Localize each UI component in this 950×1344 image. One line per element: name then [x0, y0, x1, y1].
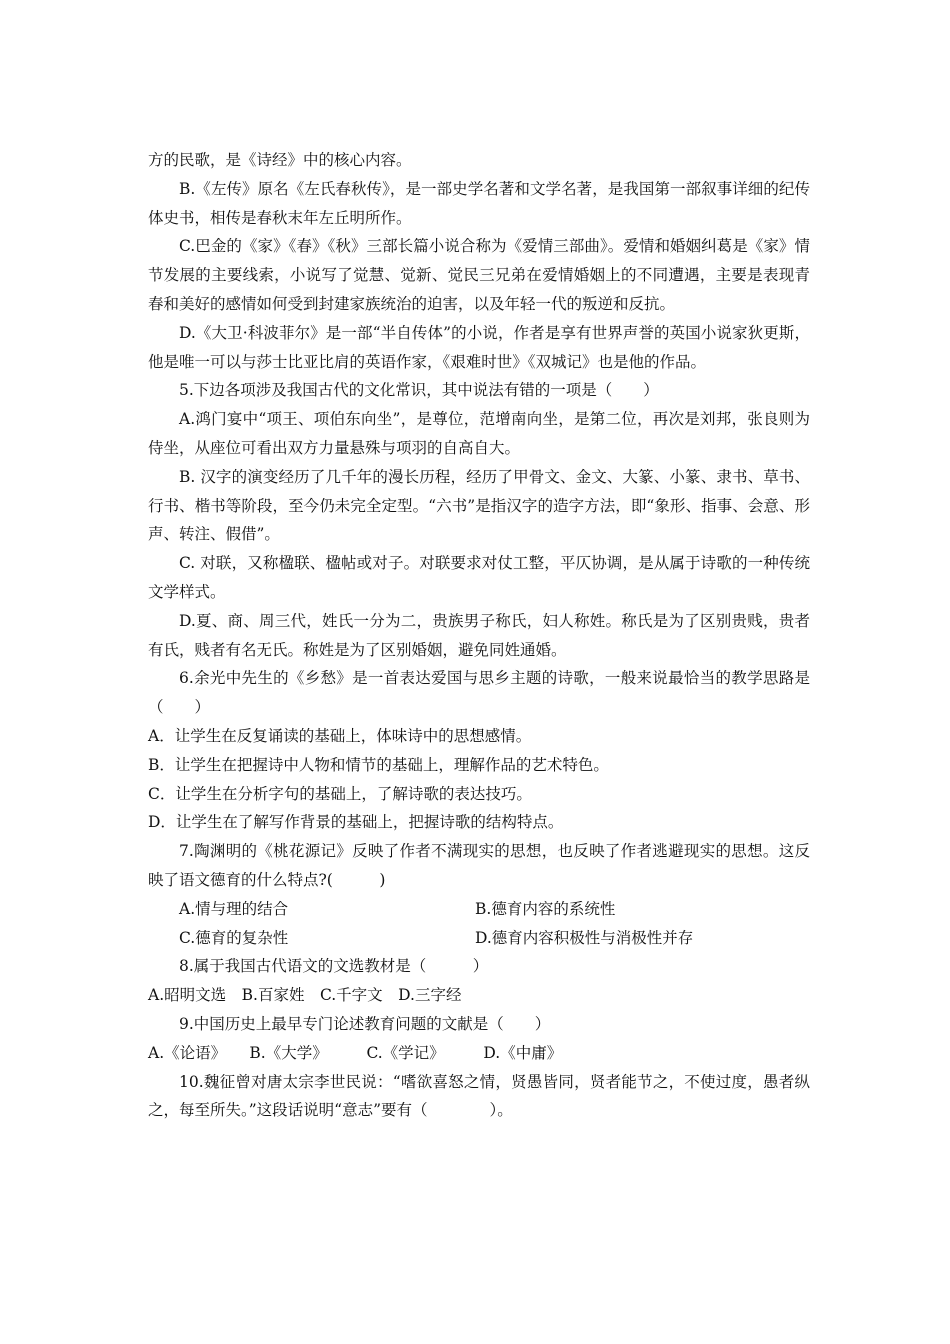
q5-option-b: B. 汉字的演变经历了几千年的漫长历程，经历了甲骨文、金文、大篆、小篆、隶书、草书、行书、楷书等阶段，至今仍未完全定型。“六书”是指汉字的造字方法，即“象形、指事、会意、形声、转注、假借”。: [148, 467, 810, 544]
q7-option-b: B.德育内容的系统性: [475, 899, 616, 918]
q5-option-c: C. 对联，又称楹联、楹帖或对子。对联要求对仗工整，平仄协调，是从属于诗歌的一种传统文学样式。: [148, 554, 810, 601]
question-10: 10.魏征曾对唐太宗李世民说：“嗜欲喜怒之情，贤愚皆同，贤者能节之，不使过度，愚者纵之，每至所失。”这段话说明“意志”要有（ ）。: [148, 1072, 810, 1120]
q6-option-c: C．让学生在分析字句的基础上，了解诗歌的表达技巧。: [148, 784, 532, 803]
question-5: 5.下边各项涉及我国古代的文化常识，其中说法有错的一项是（ ）: [179, 381, 659, 400]
q4-option-d: D.《大卫·科波菲尔》是一部“半自传体”的小说，作者是享有世界声誉的英国小说家狄更斯，他是唯一可以与莎士比亚比肩的英语作家，《艰难时世》《双城记》也是他的作品。: [148, 323, 810, 371]
q4-option-a-continuation: 方的民歌，是《诗经》中的核心内容。: [148, 151, 412, 169]
q7-options-row-2: [148, 924, 810, 953]
question-9: 9.中国历史上最早专门论述教育问题的文献是（ ）: [179, 1014, 551, 1033]
question-6: 6.余光中先生的《乡愁》是一首表达爱国与思乡主题的诗歌，一般来说最恰当的教学思路是（ ）: [148, 669, 810, 717]
q4-option-b: B.《左传》原名《左氏春秋传》，是一部史学名著和文学名著，是我国第一部叙事详细的纪传体史书，相传是春秋末年左丘明所作。: [148, 179, 810, 227]
q5-option-a: A.鸿门宴中“项王、项伯东向坐”，是尊位，范增南向坐，是第二位，再次是刘邦，张良则为侍坐，从座位可看出双方力量悬殊与项羽的自高自大。: [148, 410, 810, 457]
q7-options-row-1: [148, 895, 810, 924]
q9-options: A.《论语》 B.《大学》 C.《学记》 D.《中庸》: [148, 1043, 563, 1062]
q7-option-a: A.情与理的结合: [179, 899, 289, 918]
q6-option-d: D．让学生在了解写作背景的基础上，把握诗歌的结构特点。: [148, 813, 564, 832]
q8-options: A.昭明文选 B.百家姓 C.千字文 D.三字经: [148, 986, 462, 1005]
q6-option-b: B．让学生在把握诗中人物和情节的基础上，理解作品的艺术特色。: [148, 755, 609, 774]
q7-option-c: C.德育的复杂性: [179, 928, 289, 947]
question-8: 8.属于我国古代语文的文选教材是（ ）: [179, 957, 489, 976]
q6-option-a: A．让学生在反复诵读的基础上，体味诗中的思想感情。: [148, 726, 532, 745]
q7-option-d: D.德育内容积极性与消极性并存: [475, 928, 694, 947]
question-7: 7.陶渊明的《桃花源记》反映了作者不满现实的思想，也反映了作者逃避现实的思想。这反映了语文德育的什么特点?( ): [148, 842, 810, 889]
q5-option-d: D.夏、商、周三代，姓氏一分为二，贵族男子称氏，妇人称姓。称氏是为了区别贵贱，贵者有氏，贱者有名无氏。称姓是为了区别婚姻，避免同姓通婚。: [148, 611, 810, 659]
q4-option-c: C.巴金的《家》《春》《秋》三部长篇小说合称为《爱情三部曲》。爱情和婚姻纠葛是《家》情节发展的主要线索，小说写了觉慧、觉新、觉民三兄弟在爱情婚姻上的不同遭遇，主要是表现青春和美好的感情如何受到封建家族统治的迫害，以及年轻一代的叛逆和反抗。: [148, 237, 810, 313]
document-page: [148, 146, 810, 1125]
